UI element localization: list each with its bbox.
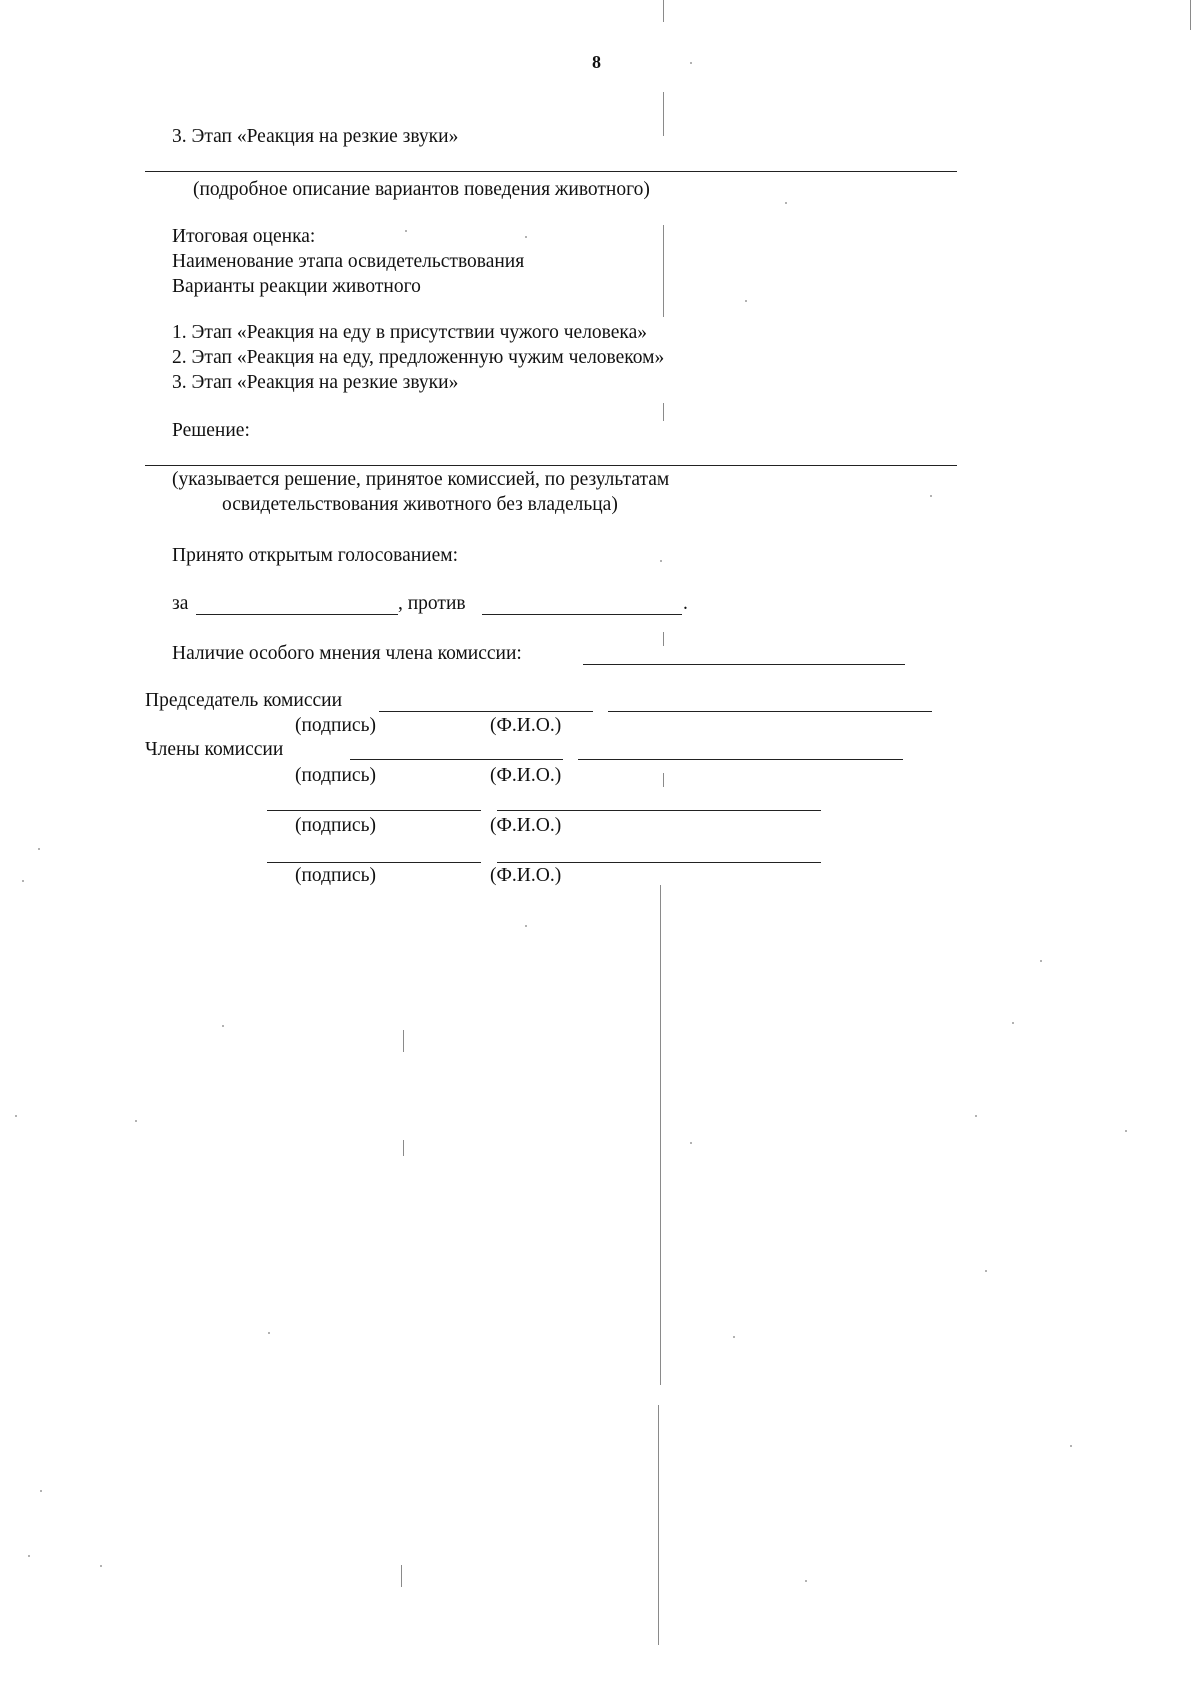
scan-speck: [660, 560, 662, 562]
scan-line: [663, 773, 664, 787]
member2-name-line: [497, 810, 821, 811]
decision-caption-line1: (указывается решение, принятое комиссией, по результатам: [172, 469, 670, 490]
scan-speck: [135, 1120, 137, 1122]
vote-for-label: за: [172, 593, 189, 614]
behavior-caption: (подробное описание вариантов поведения животного): [193, 179, 650, 200]
scan-speck: [745, 300, 747, 302]
member2-signature-caption: (подпись): [295, 815, 376, 836]
scan-speck: [1070, 1445, 1072, 1447]
scan-line: [663, 225, 664, 317]
scan-line: [1190, 0, 1191, 30]
dissent-label: Наличие особого мнения члена комиссии:: [172, 643, 522, 664]
member2-signature-line: [267, 810, 481, 811]
scan-speck: [100, 1565, 102, 1567]
members-label: Члены комиссии: [145, 739, 284, 760]
scan-speck: [930, 495, 932, 497]
page-number: 8: [592, 52, 601, 72]
stage-list-item-3: 3. Этап «Реакция на резкие звуки»: [172, 372, 459, 393]
scan-speck: [975, 1115, 977, 1117]
chairman-label: Председатель комиссии: [145, 690, 343, 711]
chairman-signature-line: [379, 711, 593, 712]
scan-speck: [28, 1555, 30, 1557]
scan-line: [663, 92, 664, 136]
reaction-variants-column-label: Варианты реакции животного: [172, 276, 421, 297]
scan-speck: [40, 1490, 42, 1492]
scan-line: [660, 885, 661, 1385]
member3-name-caption: (Ф.И.О.): [490, 865, 562, 886]
scan-speck: [38, 848, 40, 850]
member2-name-caption: (Ф.И.О.): [490, 815, 562, 836]
vote-against-label: , против: [398, 593, 466, 614]
behavior-description-line: [145, 171, 957, 172]
scan-speck: [1125, 1130, 1127, 1132]
scan-line: [401, 1565, 402, 1587]
scan-line: [663, 0, 664, 22]
final-score-title: Итоговая оценка:: [172, 226, 316, 247]
scan-speck: [785, 202, 787, 204]
scan-speck: [525, 925, 527, 927]
decision-caption-line2: освидетельствования животного без владельца): [222, 494, 618, 515]
scan-line: [403, 1140, 404, 1156]
scan-speck: [1040, 960, 1042, 962]
scan-speck: [222, 1025, 224, 1027]
scan-speck: [22, 880, 24, 882]
chairman-name-line: [608, 711, 932, 712]
scan-speck: [268, 1332, 270, 1334]
member3-signature-line: [267, 862, 481, 863]
vote-for-line: [196, 614, 398, 615]
chairman-signature-caption: (подпись): [295, 715, 376, 736]
stage-list-item-1: 1. Этап «Реакция на еду в присутствии чужого человека»: [172, 322, 648, 343]
scan-speck: [690, 1142, 692, 1144]
member1-signature-line: [350, 759, 563, 760]
chairman-name-caption: (Ф.И.О.): [490, 715, 562, 736]
member3-name-line: [497, 862, 821, 863]
vote-label: Принято открытым голосованием:: [172, 545, 459, 566]
member1-name-caption: (Ф.И.О.): [490, 765, 562, 786]
stage3-heading: 3. Этап «Реакция на резкие звуки»: [172, 126, 459, 147]
member3-signature-caption: (подпись): [295, 865, 376, 886]
vote-end-mark: .: [683, 593, 688, 614]
member1-name-line: [578, 759, 903, 760]
scan-speck: [690, 62, 692, 64]
decision-label: Решение:: [172, 420, 250, 441]
scan-speck: [15, 1115, 17, 1117]
scan-line: [658, 1405, 659, 1645]
scan-speck: [525, 236, 527, 238]
scan-speck: [733, 1336, 735, 1338]
scan-line: [663, 403, 664, 421]
scan-speck: [805, 1580, 807, 1582]
member1-signature-caption: (подпись): [295, 765, 376, 786]
decision-line: [145, 465, 957, 466]
dissent-line: [583, 664, 905, 665]
scan-line: [403, 1030, 404, 1052]
scan-speck: [1012, 1022, 1014, 1024]
scan-speck: [985, 1270, 987, 1272]
scan-speck: [405, 230, 407, 232]
vote-against-line: [482, 614, 682, 615]
stage-name-column-label: Наименование этапа освидетельствования: [172, 251, 525, 272]
scan-line: [663, 632, 664, 646]
stage-list-item-2: 2. Этап «Реакция на еду, предложенную чужим человеком»: [172, 347, 665, 368]
